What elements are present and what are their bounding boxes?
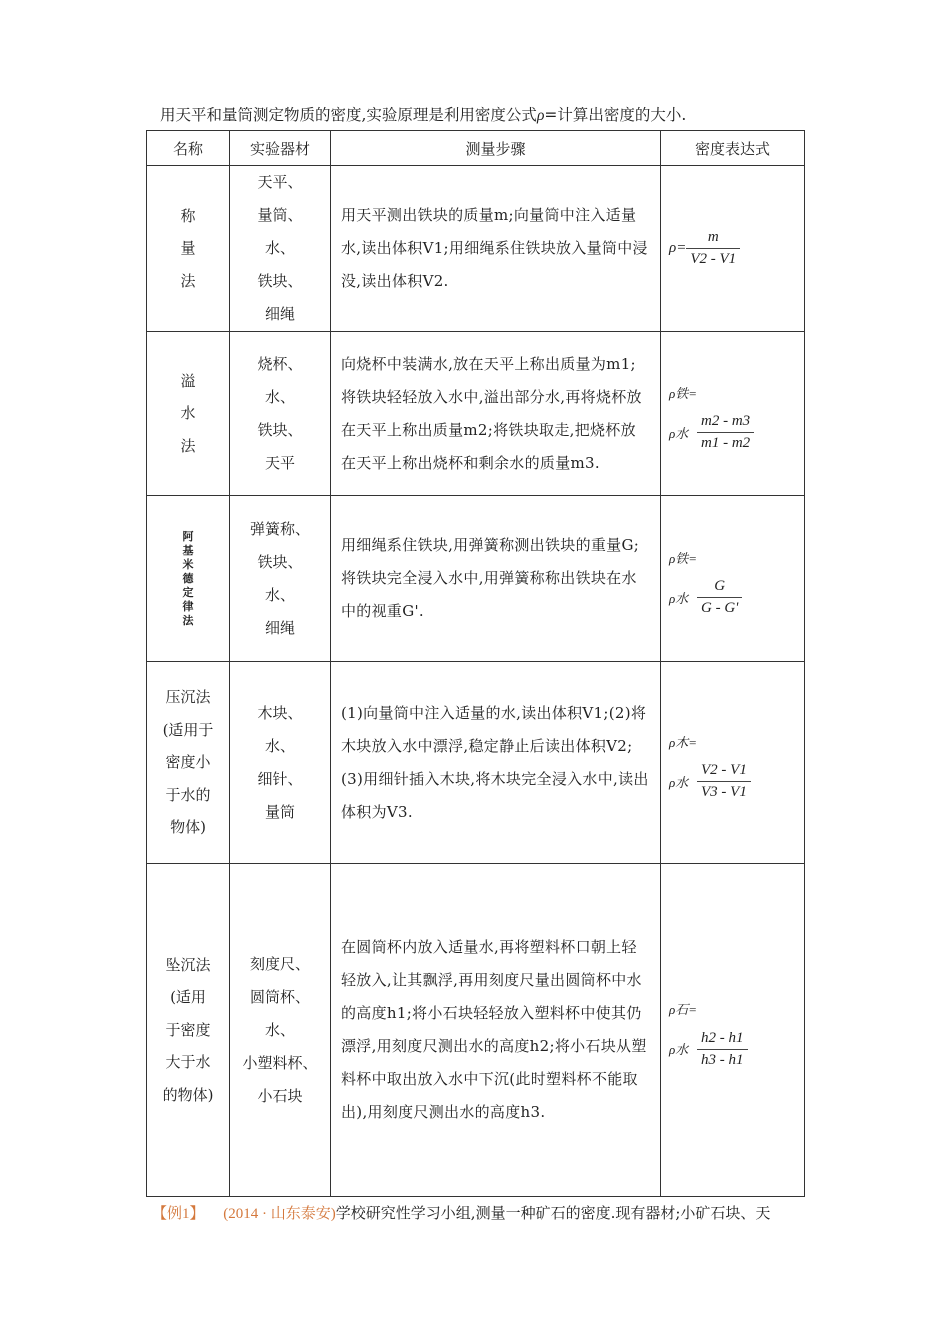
table-row xyxy=(147,496,805,662)
density-formula: ρ木= ρ水 $\frac{V2 - V1}{V3 - V1}$ xyxy=(661,662,805,864)
equipment-list: 刻度尺、 圆筒杯、 水、 小塑料杯、 小石块 xyxy=(230,864,331,1197)
header-steps: 测量步骤 xyxy=(331,131,661,166)
method-name: 压沉法 (适用于 密度小 于水的 物体) xyxy=(147,662,230,864)
density-formula: ρ铁= ρ水 $\frac{m2 - m3}{m1 - m2}$ xyxy=(661,332,805,496)
equipment-list: 烧杯、 水、 铁块、 天平 xyxy=(230,332,331,496)
table-row xyxy=(147,166,805,332)
measurement-steps: 用细绳系住铁块,用弹簧称测出铁块的重量G;将铁块完全浸入水中,用弹簧称称出铁块在水中的视重G'. xyxy=(331,496,661,662)
equipment-list: 天平、 量筒、 水、 铁块、 细绳 xyxy=(230,166,331,332)
equipment-list: 弹簧称、 铁块、 水、 细绳 xyxy=(230,496,331,662)
header-equipment: 实验器材 xyxy=(230,131,331,166)
table-row xyxy=(147,332,805,496)
density-formula: ρ= $\frac{m}{V2 - V1}$ xyxy=(661,166,805,332)
density-formula: ρ石= ρ水 $\frac{h2 - h1}{h3 - h1}$ xyxy=(661,864,805,1197)
rho-symbol: ρ xyxy=(536,107,545,124)
measurement-steps: 用天平测出铁块的质量m;向量筒中注入适量水,读出体积V1;用细绳系住铁块放入量筒中浸没,读出体积V2. xyxy=(331,166,661,332)
measurement-steps: 向烧杯中装满水,放在天平上称出质量为m1;将铁块轻轻放入水中,溢出部分水,再将烧杯放在天平上称出质量m2;将铁块取走,把烧杯放在天平上称出烧杯和剩余水的质量m3. xyxy=(331,332,661,496)
equipment-list: 木块、 水、 细针、 量筒 xyxy=(230,662,331,864)
example-tag: 【例1】 xyxy=(152,1206,205,1222)
example-source: (2014 · 山东泰安) xyxy=(223,1206,336,1222)
method-name: 称 量 法 xyxy=(147,166,230,332)
density-formula: ρ铁= ρ水 $\frac{G}{G - G'}$ xyxy=(661,496,805,662)
table-row xyxy=(147,864,805,1197)
header-name: 名称 xyxy=(147,131,230,166)
measurement-steps: (1)向量筒中注入适量的水,读出体积V1;(2)将木块放入水中漂浮,稳定静止后读出体积V2;(3)用细针插入木块,将木块完全浸入水中,读出体积为V3. xyxy=(331,662,661,864)
table-row xyxy=(147,662,805,864)
method-name: 阿 基 米 德 定 律 法 xyxy=(147,496,230,662)
header-formula: 密度表达式 xyxy=(661,131,805,166)
example-text: 学校研究性学习小组,测量一种矿石的密度.现有器材;小矿石块、天 xyxy=(335,1204,771,1222)
measurement-steps: 在圆筒杯内放入适量水,再将塑料杯口朝上轻轻放入,让其飘浮,再用刻度尺量出圆筒杯中水的高度h1;将小石块轻轻放入塑料杯中使其仍漂浮,用刻度尺测出水的高度h2;将小石块从塑料杯中取出放入水中下沉(此时塑料杯不能取出),用刻度尺测出水的高度h3. xyxy=(331,864,661,1197)
method-name: 溢 水 法 xyxy=(147,332,230,496)
method-name: 坠沉法 (适用 于密度 大于水 的物体) xyxy=(147,864,230,1197)
example-line xyxy=(152,1202,770,1223)
table-header-row xyxy=(147,131,805,166)
intro-paragraph xyxy=(160,103,686,125)
intro-text-end: =计算出密度的大小. xyxy=(544,106,687,124)
intro-text: 用天平和量筒测定物质的密度,实验原理是利用密度公式 xyxy=(160,106,537,124)
density-methods-table xyxy=(146,130,805,1197)
